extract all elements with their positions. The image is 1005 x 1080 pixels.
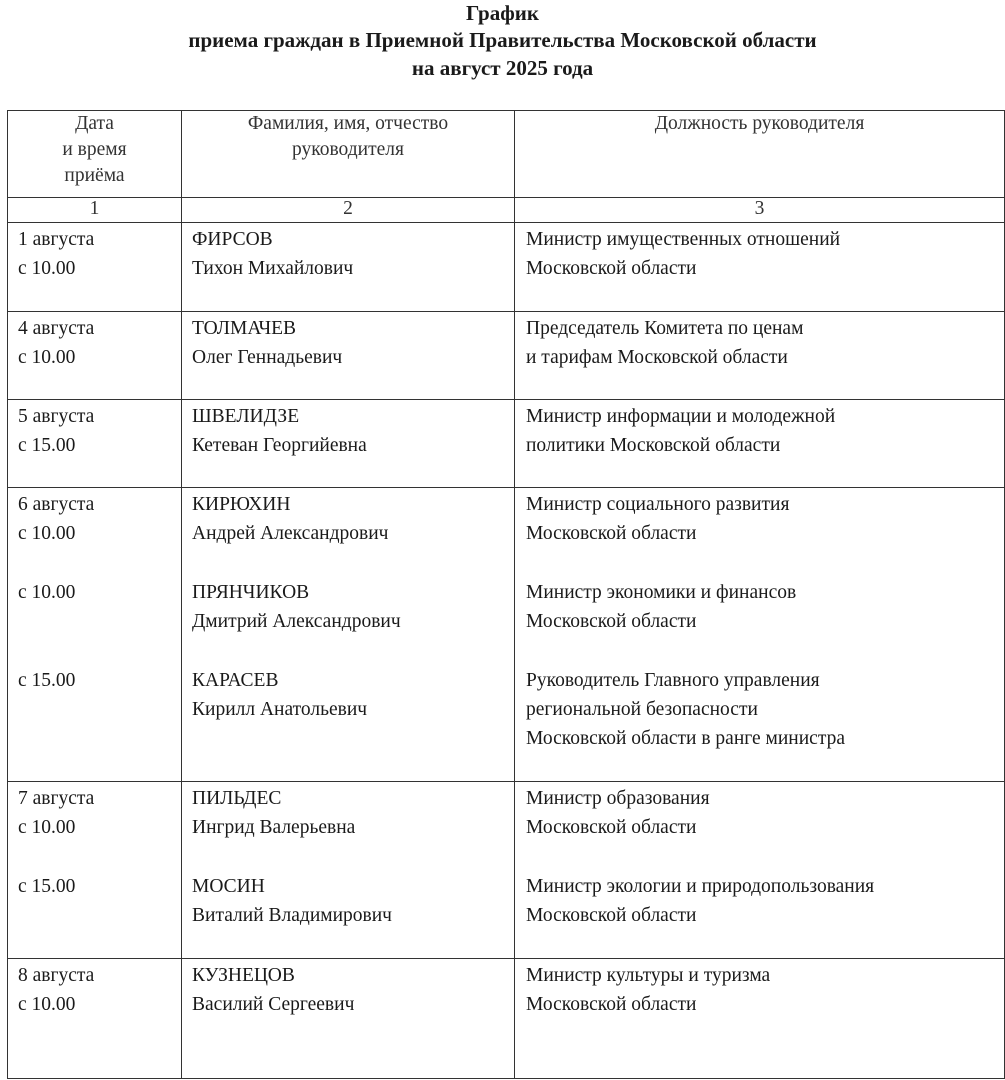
position-line: региональной безопасности xyxy=(526,699,758,721)
position-line: Московской области xyxy=(526,611,697,633)
position-line: Министр образования xyxy=(526,788,710,809)
column-number: 2 xyxy=(182,198,515,223)
position-line: Министр социального развития xyxy=(526,494,790,515)
table-row xyxy=(8,488,1005,782)
column-number: 3 xyxy=(515,198,1005,223)
time: с 15.00 xyxy=(18,875,76,897)
position-line: Министр экономики и финансов xyxy=(526,581,797,603)
given-name: Андрей Александрович xyxy=(192,523,389,545)
given-name: Дмитрий Александрович xyxy=(192,611,401,633)
document-period: на август 2025 года xyxy=(411,56,594,80)
given-name: Ингрид Валерьевна xyxy=(192,817,356,839)
header-position: Должность руководителя xyxy=(515,111,1005,198)
time: с 10.00 xyxy=(18,347,76,369)
given-name: Олег Геннадьевич xyxy=(192,347,343,369)
name-cell xyxy=(182,488,515,782)
position-cell xyxy=(515,782,1005,959)
given-name: Виталий Владимирович xyxy=(192,905,392,927)
date: 4 августа xyxy=(18,318,95,339)
surname: МОСИН xyxy=(192,875,265,897)
name-cell xyxy=(182,312,515,400)
table-row xyxy=(8,400,1005,488)
position-line: политики Московской области xyxy=(526,435,781,457)
header-date-line: приёма xyxy=(64,165,125,186)
position-line: Руководитель Главного управления xyxy=(526,669,820,691)
surname: КУЗНЕЦОВ xyxy=(192,965,295,986)
header-row xyxy=(8,111,1005,198)
given-name: Кирилл Анатольевич xyxy=(192,699,368,721)
surname: ПРЯНЧИКОВ xyxy=(192,581,310,603)
table-row xyxy=(8,959,1005,1079)
header-date-line: Дата xyxy=(75,113,114,134)
date-cell xyxy=(8,223,182,312)
column-number-row xyxy=(8,198,1005,223)
time: с 15.00 xyxy=(18,669,76,691)
date: 7 августа xyxy=(18,788,95,809)
surname: ТОЛМАЧЕВ xyxy=(192,318,297,339)
surname: КАРАСЕВ xyxy=(192,669,279,691)
time: с 15.00 xyxy=(18,435,76,457)
header-name-line: Фамилия, имя, отчество xyxy=(247,113,449,134)
position-line: Московской области xyxy=(526,817,697,839)
position-line: Председатель Комитета по ценам xyxy=(526,318,804,339)
name-cell xyxy=(182,782,515,959)
header-name-line: руководителя xyxy=(292,139,404,160)
date-cell xyxy=(8,782,182,959)
time: с 10.00 xyxy=(18,994,76,1016)
header-date-line: и время xyxy=(62,139,127,160)
date: 1 августа xyxy=(18,229,95,250)
position-line: Московской области xyxy=(526,258,697,280)
time: с 10.00 xyxy=(18,817,76,839)
surname: ПИЛЬДЕС xyxy=(192,788,282,809)
surname: ФИРСОВ xyxy=(192,229,273,250)
name-cell xyxy=(182,223,515,312)
date-cell xyxy=(8,312,182,400)
position-line: Московской области xyxy=(526,994,697,1016)
time: с 10.00 xyxy=(18,581,76,603)
date-cell xyxy=(8,400,182,488)
position-line: Министр экологии и природопользования xyxy=(526,875,875,897)
date: 8 августа xyxy=(18,965,95,986)
position-line: Московской области xyxy=(526,523,697,545)
table-row xyxy=(8,223,1005,312)
date-cell xyxy=(8,488,182,782)
name-cell xyxy=(182,400,515,488)
position-line: Московской области xyxy=(526,905,697,927)
date: 6 августа xyxy=(18,494,95,515)
given-name: Кетеван Георгийевна xyxy=(192,435,367,457)
position-cell xyxy=(515,223,1005,312)
date-cell xyxy=(8,959,182,1079)
surname: КИРЮХИН xyxy=(192,494,291,515)
surname: ШВЕЛИДЗЕ xyxy=(192,406,300,427)
header-name xyxy=(182,111,515,198)
given-name: Василий Сергеевич xyxy=(192,994,355,1016)
position-line: Министр имущественных отношений xyxy=(526,229,841,250)
date: 5 августа xyxy=(18,406,95,427)
document-title: График xyxy=(466,1,539,25)
schedule-table xyxy=(7,110,1005,1079)
document-subtitle: приема граждан в Приемной Правительства Московской области xyxy=(188,28,817,52)
position-line: Московской области в ранге министра xyxy=(526,728,845,750)
table-row xyxy=(8,312,1005,400)
given-name: Тихон Михайлович xyxy=(192,258,354,280)
position-line: и тарифам Московской области xyxy=(526,347,788,369)
position-cell xyxy=(515,488,1005,782)
time: с 10.00 xyxy=(18,523,76,545)
name-cell xyxy=(182,959,515,1079)
position-line: Министр культуры и туризма xyxy=(526,965,771,986)
time: с 10.00 xyxy=(18,258,76,280)
position-line: Министр информации и молодежной xyxy=(526,406,836,427)
position-cell xyxy=(515,959,1005,1079)
header-date xyxy=(8,111,182,198)
table-row xyxy=(8,782,1005,959)
column-number: 1 xyxy=(8,198,182,223)
position-cell xyxy=(515,312,1005,400)
position-cell xyxy=(515,400,1005,488)
